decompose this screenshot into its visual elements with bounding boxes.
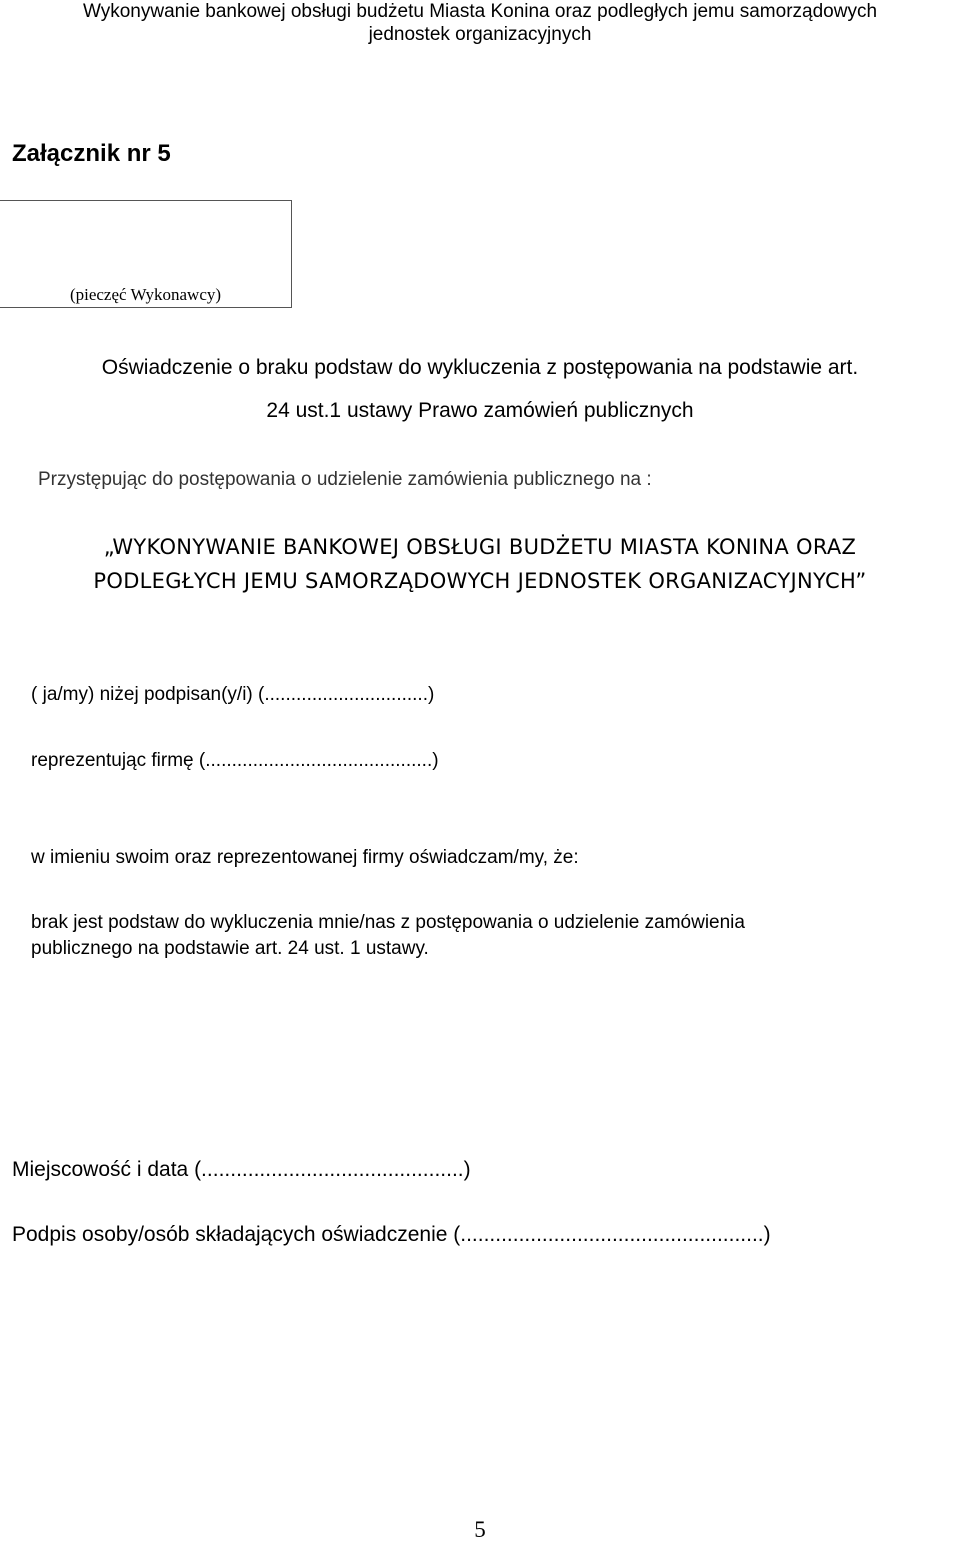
page-header-line-1: Wykonywanie bankowej obsługi budżetu Miasta Konina oraz podległych jemu samorządowych: [82, 1, 878, 22]
subject-line-1: „WYKONYWANIE BANKOWEJ OBSŁUGI BUDŻETU MIASTA KONINA ORAZ: [103, 535, 857, 559]
page-header-line-2: jednostek organizacyjnych: [368, 24, 592, 45]
statement-title-line-1: Oświadczenie o braku podstaw do wykluczenia z postępowania na podstawie art.: [101, 356, 859, 379]
company-field: reprezentując firmę (...........................................): [31, 750, 439, 771]
place-date-field: Miejscowość i data (.............................................): [12, 1158, 471, 1181]
statement-text-line-2: publicznego na podstawie art. 24 ust. 1 ustawy.: [31, 938, 429, 959]
contractor-stamp-box: [0, 200, 292, 308]
page-number: 5: [474, 1517, 486, 1542]
declaration-line: w imieniu swoim oraz reprezentowanej firmy oświadczam/my, że:: [31, 847, 579, 868]
statement-text-line-1: brak jest podstaw do wykluczenia mnie/nas z postępowania o udzielenie zamówienia: [31, 912, 745, 933]
signature-field: Podpis osoby/osób składających oświadczenie (....................................................): [12, 1223, 771, 1246]
signer-field: ( ja/my) niżej podpisan(y/i) (...............................): [31, 684, 435, 705]
statement-title-line-2: 24 ust.1 ustawy Prawo zamówień publicznych: [266, 399, 694, 422]
subject-line-2: PODLEGŁYCH JEMU SAMORZĄDOWYCH JEDNOSTEK ORGANIZACYJNYCH”: [93, 569, 867, 593]
intro-text: Przystępując do postępowania o udzielenie zamówienia publicznego na :: [38, 469, 652, 490]
stamp-label: (pieczęć Wykonawcy): [69, 285, 222, 304]
attachment-title: Załącznik nr 5: [12, 140, 171, 167]
